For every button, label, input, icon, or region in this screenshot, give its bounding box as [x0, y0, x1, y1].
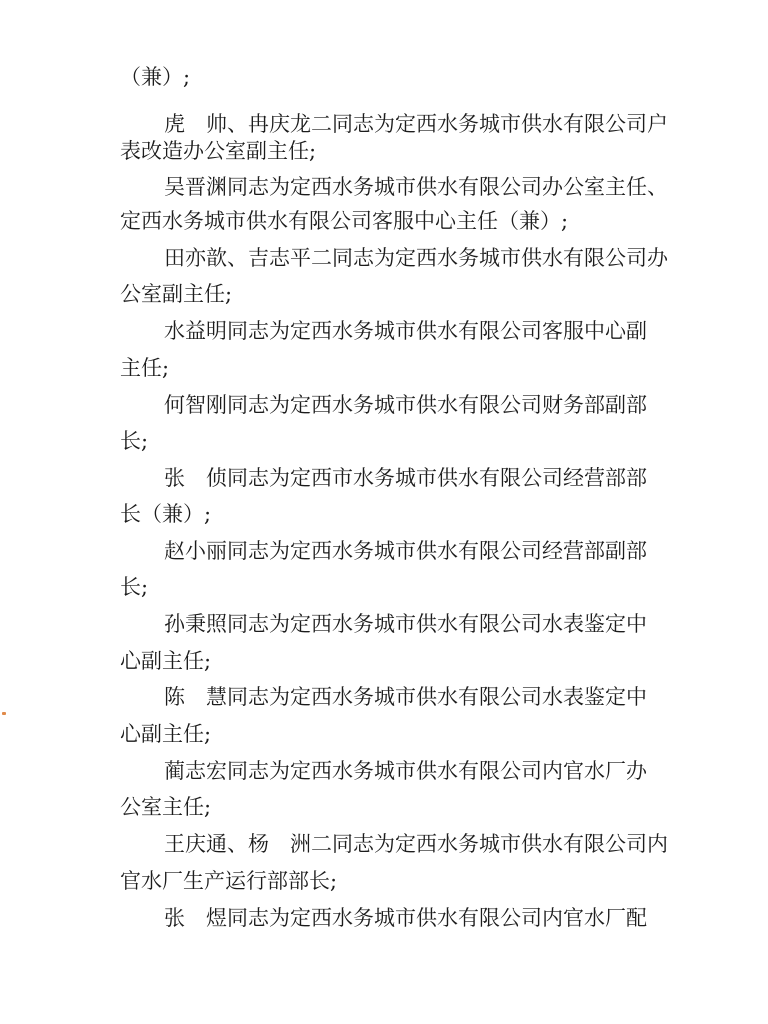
text-line: 心副主任;	[120, 722, 212, 746]
scan-speck	[2, 712, 6, 715]
text-line: 何智刚同志为定西水务城市供水有限公司财务部副部	[164, 393, 647, 417]
text-line: 长;	[120, 575, 149, 599]
text-line: （兼）;	[120, 65, 191, 89]
text-line: 赵小丽同志为定西水务城市供水有限公司经营部副部	[164, 539, 647, 563]
text-line: 公室副主任;	[120, 282, 233, 306]
text-line: 公室主任;	[120, 795, 212, 819]
text-line: 心副主任;	[120, 649, 212, 673]
text-line: 定西水务城市供水有限公司客服中心主任（兼）;	[120, 209, 569, 233]
text-line: 主任;	[120, 356, 170, 380]
text-line: 长（兼）;	[120, 502, 212, 526]
text-line: 王庆通、杨 洲二同志为定西水务城市供水有限公司内	[164, 832, 668, 856]
text-line: 长;	[120, 429, 149, 453]
text-line: 张 侦同志为定西市水务城市供水有限公司经营部部	[164, 466, 647, 490]
text-line: 田亦歆、吉志平二同志为定西水务城市供水有限公司办	[164, 246, 668, 270]
text-line: 官水厂生产运行部部长;	[120, 869, 338, 893]
text-line: 虎 帅、冉庆龙二同志为定西水务城市供水有限公司户	[164, 112, 668, 136]
text-line: 蔺志宏同志为定西水务城市供水有限公司内官水厂办	[164, 759, 647, 783]
text-line: 张 煜同志为定西水务城市供水有限公司内官水厂配	[164, 906, 647, 930]
text-line: 吴晋渊同志为定西水务城市供水有限公司办公室主任、	[164, 175, 668, 199]
text-line: 孙秉照同志为定西水务城市供水有限公司水表鉴定中	[164, 612, 647, 636]
text-line: 表改造办公室副主任;	[120, 139, 317, 163]
text-line: 陈 慧同志为定西水务城市供水有限公司水表鉴定中	[164, 685, 647, 709]
text-line: 水益明同志为定西水务城市供水有限公司客服中心副	[164, 319, 647, 343]
